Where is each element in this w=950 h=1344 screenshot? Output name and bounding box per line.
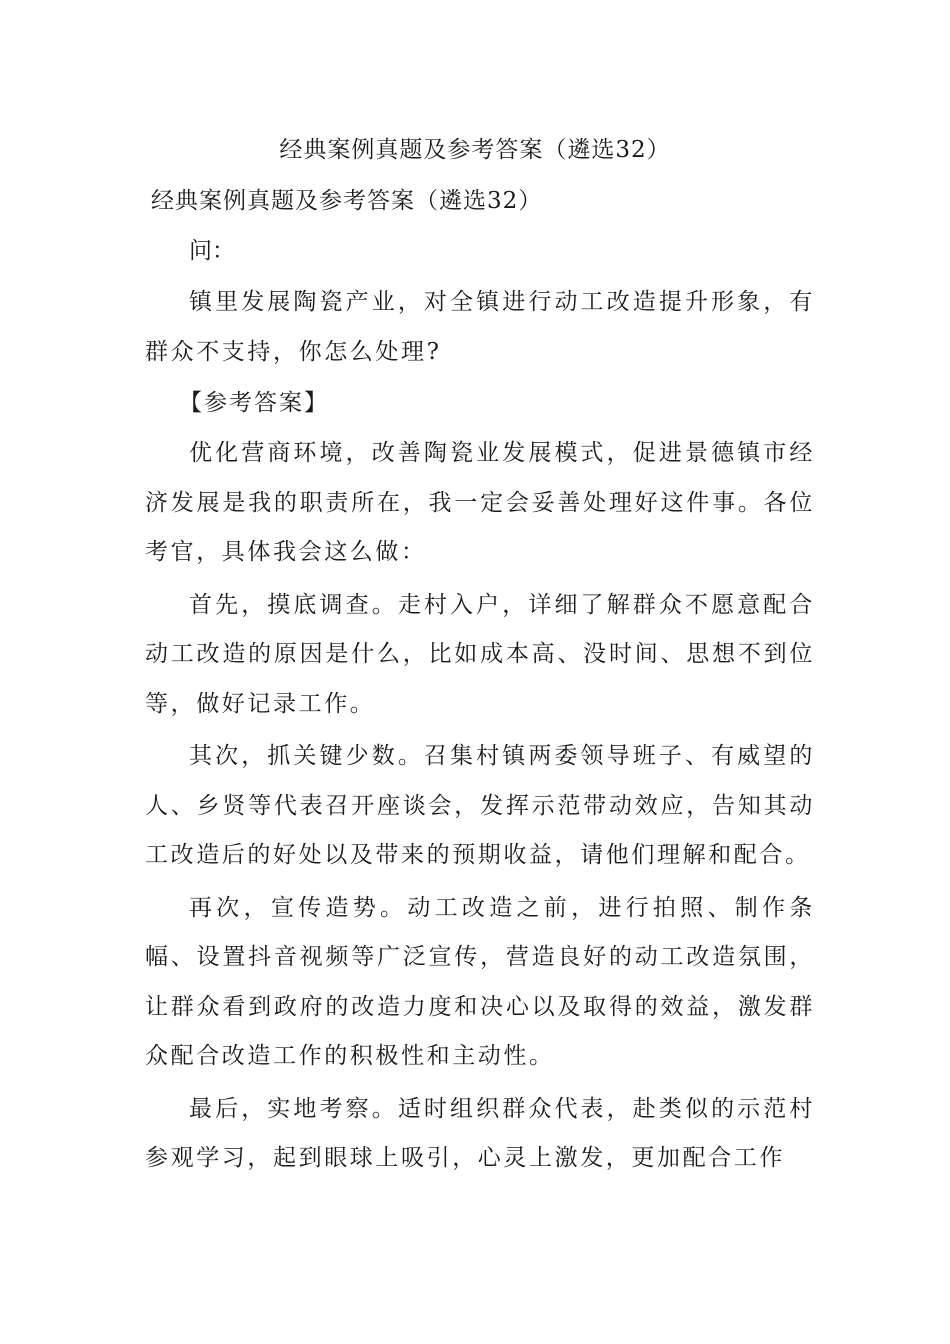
answer-paragraph-first: 首先，摸底调查。走村入户，详细了解群众不愿意配合动工改造的原因是什么，比如成本高、没时间、思想不到位等，做好记录工作。 xyxy=(145,591,815,717)
answer-paragraph-second: 其次，抓关键少数。召集村镇两委领导班子、有威望的人、乡贤等代表召开座谈会，发挥示范带动效应，告知其动工改造后的好处以及带来的预期收益，请他们理解和配合。 xyxy=(145,743,815,868)
document-subtitle: 经典案例真题及参考答案（遴选32） xyxy=(151,188,543,214)
answer-label: 【参考答案】 xyxy=(179,390,329,416)
document-title: 经典案例真题及参考答案（遴选32） xyxy=(279,137,671,163)
answer-paragraph-intro: 优化营商环境，改善陶瓷业发展模式，促进景德镇市经济发展是我的职责所在，我一定会妥善处理好这件事。各位考官，具体我会这么做： xyxy=(145,440,815,565)
question-text: 镇里发展陶瓷产业，对全镇进行动工改造提升形象，有群众不支持，你怎么处理? xyxy=(145,289,815,365)
document-body xyxy=(145,180,815,1184)
answer-paragraph-last: 最后，实地考察。适时组织群众代表，赴类似的示范村参观学习，起到眼球上吸引，心灵上激发，更加配合工作 xyxy=(145,1095,815,1171)
answer-paragraph-third: 再次，宣传造势。动工改造之前，进行拍照、制作条幅、设置抖音视频等广泛宣传，营造良好的动工改造氛围，让群众看到政府的改造力度和决心以及取得的效益，激发群众配合改造工作的积极性和主动性。 xyxy=(145,894,815,1069)
question-label: 问： xyxy=(189,238,235,264)
